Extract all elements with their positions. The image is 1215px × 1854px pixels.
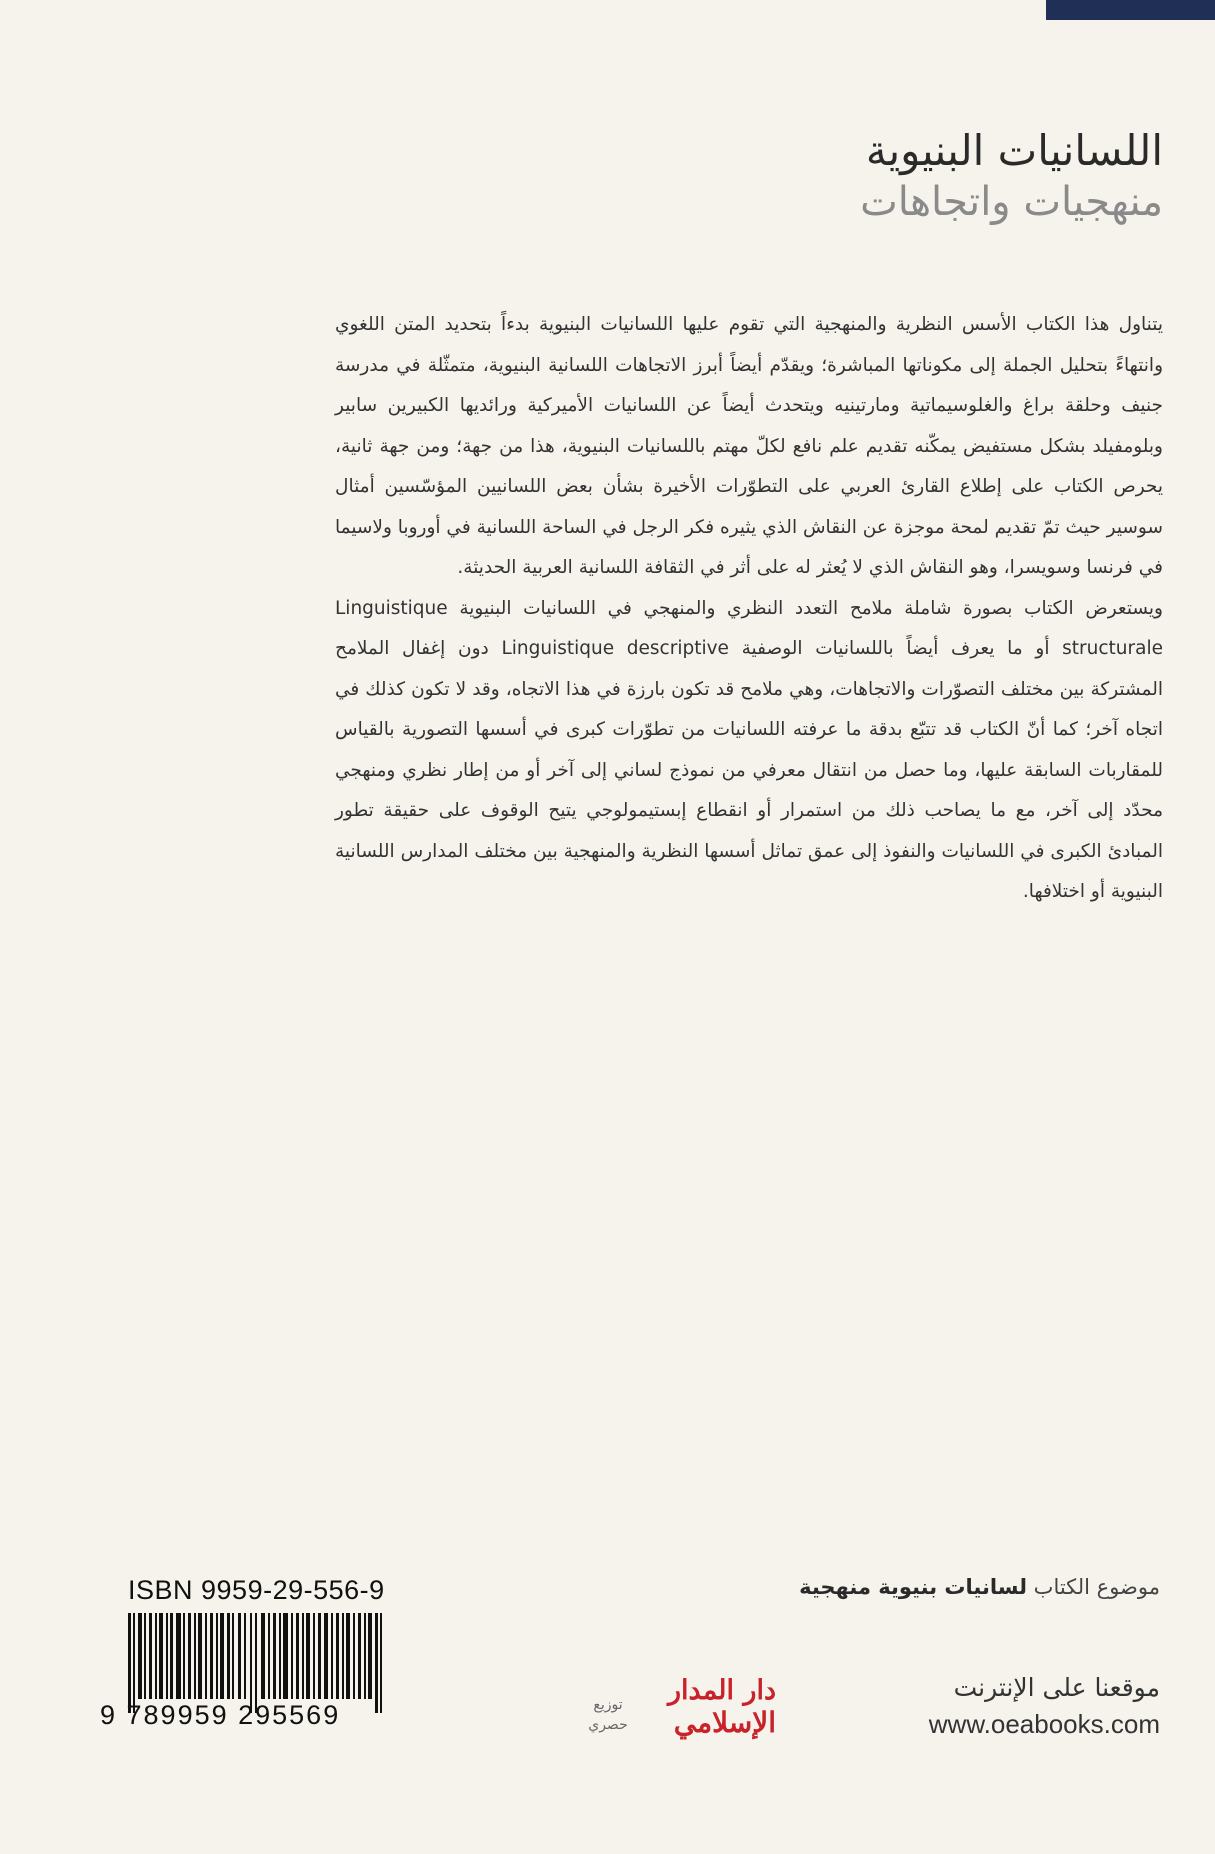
publisher-name-line-1: دار المدار [667,1675,776,1706]
distribution-line-1: توزيع [593,1697,623,1713]
barcode-digits: 9 789959 295569 [100,1700,341,1730]
publisher-name-line-2: الإسلامي [673,1706,776,1739]
isbn-number: ISBN 9959-29-556-9 [128,1575,385,1605]
description-paragraph-1: يتناول هذا الكتاب الأسس النظرية والمنهجية التي تقوم عليها اللسانيات البنيوية بدءاً بتحديد المتن اللغوي وانتهاءً بتحليل الجملة إلى مكوناتها المباشرة؛ ويقدّم أيضاً أبرز الاتجاهات اللسانية البنيوية، متمثّلة في مدرسة جنيف وحلقة براغ والغلوسيماتية ومارتينيه ويتحدث أيضاً عن اللسانيات الأميركية ورائديها الكبيرين سابير وبلومفيلد بشكل مستفيض يمكّنه تقديم علم نافع لكلّ مهتم باللسانيات البنيوية، هذا من جهة؛ ومن جهة ثانية، يحرص الكتاب على إطلاع القارئ العربي على التطوّرات الأخيرة بشأن بعض اللسانيين المؤسّسين أمثال سوسير حيث تمّ تقديم لمحة موجزة عن النقاش الذي يثيره فكر الرجل في الساحة اللسانية في أوروبا ولاسيما في فرنسا وسويسرا، وهو النقاش الذي لا يُعثر له على أثر في الثقافة اللسانية العربية الحديثة. [335,314,1163,578]
subject-value: لسانيات بنيوية منهجية [799,1575,1027,1599]
description-paragraph-2: ويستعرض الكتاب بصورة شاملة ملامح التعدد النظري والمنهجي في اللسانيات البنيوية Linguistique structurale أو ما يعرف أيضاً باللسانيات الوصفية Linguistique descriptive دون إغفال الملامح المشتركة بين مختلف التصوّرات والاتجاهات، وهي ملامح قد تكون بارزة في هذا الاتجاه، وقد لا تكون كذلك في اتجاه آخر؛ كما أنّ الكتاب قد تتبّع بدقة ما عرفته اللسانيات من تطوّرات كبرى في أسسها التصورية بالقياس للمقاربات السابقة عليها، وما حصل من انتقال معرفي من نموذج لساني إلى آخر أو من إطار نظري ومنهجي محدّد إلى آخر، مع ما يصاحب ذلك من استمرار أو انقطاع إبستيمولوجي يتيح الوقوف على حقيقة تطور المبادئ الكبرى في اللسانيات والنفوذ إلى عمق تماثل أسسها النظرية والمنهجية بين مختلف المدارس اللسانية البنيوية أو اختلافها. [335,597,1163,902]
top-color-band [1046,0,1215,20]
publisher-name [636,1675,776,1750]
book-subtitle: منهجيات واتجاهات [860,179,1163,225]
website-label: موقعنا على الإنترنت [953,1673,1160,1702]
barcode-bars [128,1613,398,1713]
distribution-note [578,1695,638,1735]
website-info [929,1670,1160,1742]
book-description [335,305,1163,913]
book-subject [799,1575,1160,1599]
subject-label: موضوع الكتاب [1033,1575,1160,1599]
website-url[interactable]: www.oeabooks.com [928,1709,1160,1739]
cover-titles [463,125,1163,227]
barcode [100,1575,400,1760]
publisher-logo [578,1675,778,1750]
book-title: اللسانيات البنيوية [865,126,1163,175]
distribution-line-2: حصري [588,1717,628,1733]
